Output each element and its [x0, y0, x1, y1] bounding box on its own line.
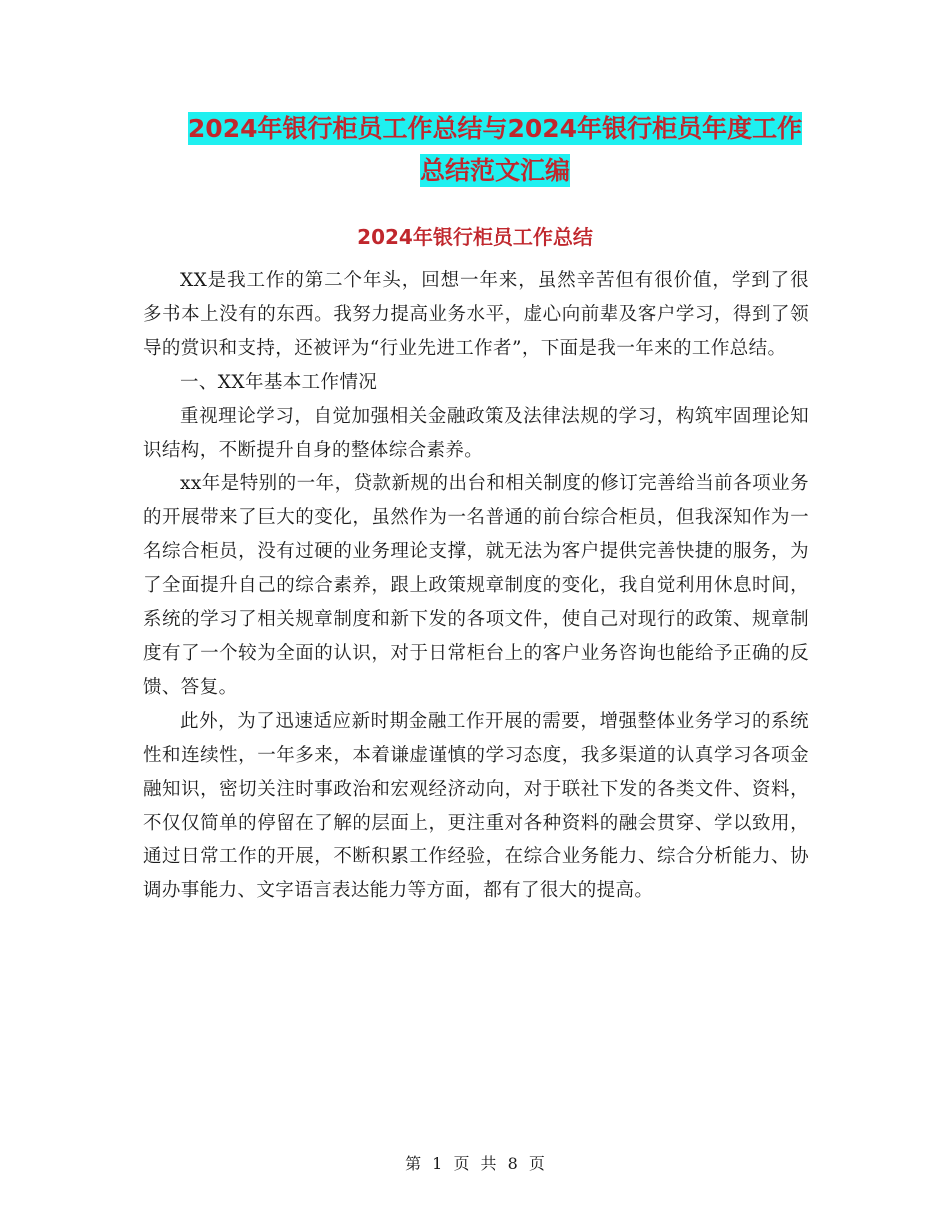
- paragraph-new-regulations: xx年是特别的一年，贷款新规的出台和相关制度的修订完善给当前各项业务的开展带来了巨大的变化，虽然作为一名普通的前台综合柜员，但我深知作为一名综合柜员，没有过硬的业务理论支撑，就无法为客户提供完善快捷的服务，为了全面提升自己的综合素养，跟上政策规章制度的变化，我自觉利用休息时间，系统的学习了相关规章制度和新下发的各项文件，使自己对现行的政策、规章制度有了一个较为全面的认识，对于日常柜台上的客户业务咨询也能给予正确的反馈、答复。: [143, 473, 809, 698]
- document-body: [143, 264, 809, 908]
- paragraph-heading-basic-work: 一、XX年基本工作情况: [180, 371, 378, 393]
- main-title: [140, 108, 850, 192]
- paragraph-intro: XX是我工作的第二个年头，回想一年来，虽然辛苦但有很价值，学到了很多书本上没有的东西。我努力提高业务水平，虚心向前辈及客户学习，得到了领导的赏识和支持，还被评为“行业先进工作者”，下面是我一年来的工作总结。: [143, 270, 809, 359]
- page-footer: 第 1 页 共 8 页: [405, 1154, 545, 1173]
- paragraph-theory-study: 重视理论学习，自觉加强相关金融政策及法律法规的学习，构筑牢固理论知识结构，不断提升自身的整体综合素养。: [143, 405, 809, 461]
- section-title: 2024年银行柜员工作总结: [357, 225, 593, 249]
- main-title-line-2: 总结范文汇编: [419, 156, 570, 185]
- main-title-line-1: 2024年银行柜员工作总结与2024年银行柜员年度工作: [187, 114, 803, 143]
- paragraph-continuous-learning: 此外，为了迅速适应新时期金融工作开展的需要，增强整体业务学习的系统性和连续性，一年多来，本着谦虚谨慎的学习态度，我多渠道的认真学习各项金融知识，密切关注时事政治和宏观经济动向，对于联社下发的各类文件、资料，不仅仅简单的停留在了解的层面上，更注重对各种资料的融会贯穿、学以致用，通过日常工作的开展，不断积累工作经验，在综合业务能力、综合分析能力、协调办事能力、文字语言表达能力等方面，都有了很大的提高。: [143, 710, 809, 902]
